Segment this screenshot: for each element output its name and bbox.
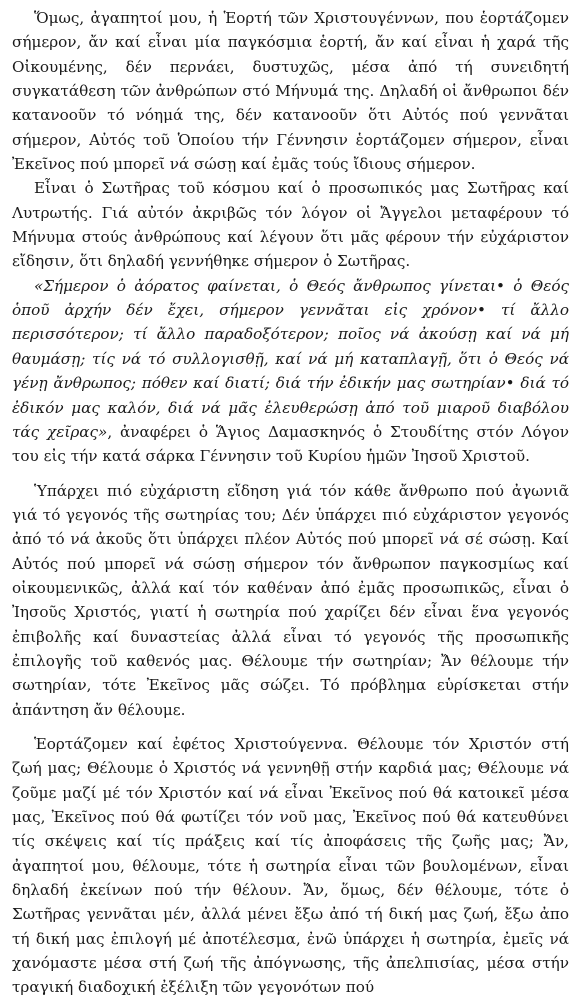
- quote-paragraph: [12, 274, 569, 469]
- quote-text: «Σήμερον ὁ ἀόρατος φαίνεται, ὁ Θεός ἄνθρωπος γίνεται• ὁ Θεός ὁποῦ ἀρχήν δέν ἔχει, σήμερον γεννᾶται εἰς χρόνον• τί ἄλλο περισσότερον; τί ἄλλο παραδοξότερον; ποῖος νά ἀκούσῃ καί νά μή θαυμάσῃ; τίς νά τό συλλογισθῇ, καί νά μή καταπλαγῇ, ὅτι ὁ Θεός νά γένῃ ἄνθρωπος; πόθεν καί διατί; διά τήν ἐδικήν μας σωτηρίαν• διά τό ἐδικόν μας καλόν, διά νά μᾶς ἐλευθερώσῃ ἀπό τοῦ μιαροῦ διαβόλου τάς χεῖρας»: [12, 276, 569, 441]
- paragraph: Εἶναι ὁ Σωτῆρας τοῦ κόσμου καί ὁ προσωπικός μας Σωτῆρας καί Λυτρωτής. Γιά αὐτόν ἀκριβῶς τόν λόγον οἱ Ἄγγελοι μεταφέρουν τό Μήνυμα στούς ἀνθρώπους καί λέγουν ὅτι μᾶς φέρουν τήν εὐχάριστον εἴδησιν, ὅτι δηλαδή γεννήθηκε σήμερον ὁ Σωτῆρας.: [12, 179, 569, 271]
- paragraph: Ὑπάρχει πιό εὐχάριστη εἴδηση γιά τόν κάθε ἄνθρωπο πού ἀγωνιᾶ γιά τό γεγονός τῆς σωτηρίας του; Δέν ὑπάρχει πιό εὐχάριστον γεγονός ἀπό τό νά ἀκοῦς ὅτι ὑπάρχει πλέον Αὐτός πού μπορεῖ νά σέ σώσῃ. Καί Αὐτός πού μπορεῖ νά σώσῃ σήμερον τόν ἄνθρωπον παγκοσμίως καί οἰκουμενικῶς, ἀλλά καί τόν καθέναν ἀπό ἐμᾶς προσωπικῶς, εἶναι ὁ Ἰησοῦς Χριστός, γιατί ἡ σωτηρία πού χαρίζει δέν εἶναι ἕνα γεγονός ἐπιβολῆς καί δυναστείας ἀλλά εἶναι τό γεγονός τῆς προσωπικῆς ἐπιλογῆς τοῦ καθενός μας. Θέλουμε τήν σωτηρίαν; Ἄν θέλουμε τήν σωτηρίαν, τότε Ἐκεῖνος μᾶς σώζει. Τό πρόβλημα εὑρίσκεται στήν ἀπάντηση ἄν θέλουμε.: [12, 481, 569, 719]
- paragraph: Ἑορτάζομεν καί ἐφέτος Χριστούγεννα. Θέλουμε τόν Χριστόν στή ζωή μας; Θέλουμε ὁ Χριστός νά γεννηθῇ στήν καρδιά μας; Θέλουμε νά ζοῦμε μαζί μέ τόν Χριστόν καί νά εἶναι Ἐκεῖνος πού θά κατοικεῖ μέσα μας, Ἐκεῖνος πού θά φωτίζει τόν νοῦ μας, Ἐκεῖνος πού θά κατευθύνει τίς σκέψεις καί τίς πράξεις καί τίς ἀποφάσεις τῆς ζωῆς μας; Ἄν, ἀγαπητοί μου, θέλουμε, τότε ἡ σωτηρία εἶναι τῶν βουλομένων, εἶναι δηλαδή ἐκείνων πού τήν θέλουν. Ἄν, ὅμως, δέν θέλουμε, τότε ὁ Σωτῆρας γεννᾶται μέν, ἀλλά μένει ἔξω ἀπό τή δική μας ζωή, ἔξω ἀπο τή δική μας ἐπιλογή μέ ἀποτέλεσμα, ἐνῶ ὑπάρχει ἡ σωτηρία, ἐμεῖς νά χανόμαστε μέσα στή ζωή τῆς ἀπόγνωσης, τῆς ἀπελπισίας, μέσα στήν τραγική διαδοχική ἐξέλιξη τῶν γεγονότων πού: [12, 734, 569, 997]
- paragraph: Ὅμως, ἀγαπητοί μου, ἡ Ἑορτή τῶν Χριστουγέννων, που ἑορτάζομεν σήμερον, ἄν καί εἶναι μία παγκόσμια ἑορτή, ἄν καί εἶναι ἡ χαρά τῆς Οἰκουμένης, δέν περνάει, δυστυχῶς, μέσα ἀπό τή συνειδητή συγκατάθεση τῶν ἀνθρώπων στό Μήνυμά της. Δηλαδή οἱ ἄνθρωποι δέν κατανοοῦν τό νόημά της, δέν κατανοοῦν ὅτι Αὐτός πού γεννᾶται σήμερον, Αὐτός τοῦ Ὁποίου τήν Γέννησιν ἑορτάζομεν σήμερον, εἶναι Ἐκεῖνος πού μπορεῖ νά σώσῃ καί ἐμᾶς τούς ἴδιους σήμερον.: [12, 9, 569, 174]
- quote-attribution: , ἀναφέρει ὁ Ἅγιος Δαμασκηνός ὁ Στουδίτης στόν Λόγον του εἰς τήν κατά σάρκα Γέννησιν τοῦ Κυρίου ἡμῶν Ἰησοῦ Χριστοῦ.: [12, 422, 569, 466]
